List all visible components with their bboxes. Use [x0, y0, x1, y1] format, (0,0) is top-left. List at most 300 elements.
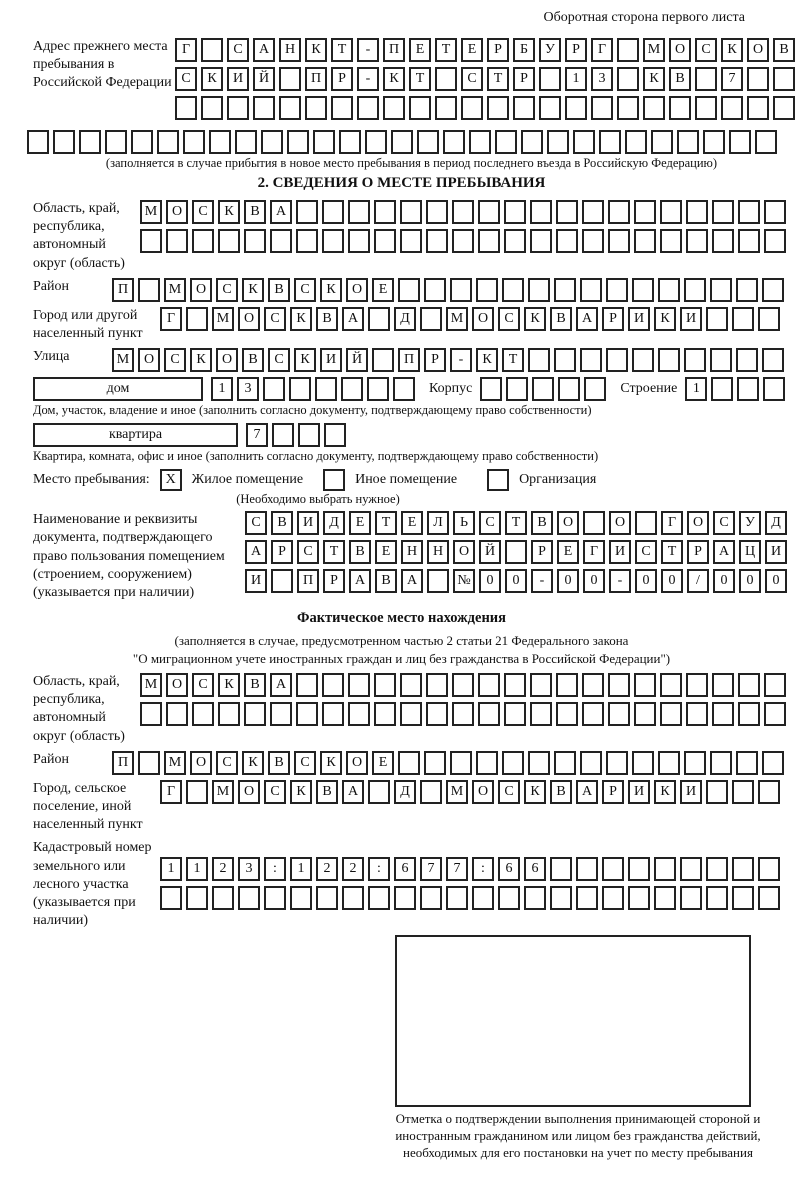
- char-cell[interactable]: О: [190, 751, 212, 775]
- char-cell[interactable]: [580, 348, 602, 372]
- char-cell[interactable]: [736, 278, 758, 302]
- char-cell[interactable]: [324, 423, 346, 447]
- char-cell[interactable]: [394, 886, 416, 910]
- char-cell[interactable]: [424, 751, 446, 775]
- char-cell[interactable]: [643, 96, 665, 120]
- char-cell[interactable]: 1: [565, 67, 587, 91]
- char-cell[interactable]: С: [294, 278, 316, 302]
- char-cell[interactable]: [628, 857, 650, 881]
- char-cell[interactable]: М: [446, 307, 468, 331]
- char-cell[interactable]: [680, 857, 702, 881]
- char-cell[interactable]: [580, 278, 602, 302]
- char-cell[interactable]: [476, 751, 498, 775]
- char-cell[interactable]: С: [498, 307, 520, 331]
- char-cell[interactable]: [565, 96, 587, 120]
- char-cell[interactable]: [634, 229, 656, 253]
- char-cell[interactable]: [547, 130, 569, 154]
- char-cell[interactable]: [660, 229, 682, 253]
- char-cell[interactable]: [357, 96, 379, 120]
- char-cell[interactable]: [583, 511, 605, 535]
- char-cell[interactable]: [27, 130, 49, 154]
- char-cell[interactable]: [426, 229, 448, 253]
- char-cell[interactable]: [160, 886, 182, 910]
- char-cell[interactable]: -: [609, 569, 631, 593]
- char-cell[interactable]: [290, 886, 312, 910]
- char-cell[interactable]: [348, 702, 370, 726]
- char-cell[interactable]: [218, 702, 240, 726]
- char-cell[interactable]: [469, 130, 491, 154]
- checkbox-organization[interactable]: [487, 469, 509, 491]
- char-cell[interactable]: И: [628, 307, 650, 331]
- char-cell[interactable]: С: [264, 780, 286, 804]
- char-cell[interactable]: И: [765, 540, 787, 564]
- char-cell[interactable]: С: [294, 751, 316, 775]
- char-cell[interactable]: 2: [342, 857, 364, 881]
- char-cell[interactable]: Е: [372, 751, 394, 775]
- char-cell[interactable]: [417, 130, 439, 154]
- char-cell[interactable]: Ь: [453, 511, 475, 535]
- char-cell[interactable]: О: [669, 38, 691, 62]
- char-cell[interactable]: 2: [212, 857, 234, 881]
- char-cell[interactable]: [576, 886, 598, 910]
- char-cell[interactable]: Д: [394, 780, 416, 804]
- char-cell[interactable]: [658, 751, 680, 775]
- char-cell[interactable]: [270, 702, 292, 726]
- char-cell[interactable]: [166, 229, 188, 253]
- char-cell[interactable]: -: [531, 569, 553, 593]
- char-cell[interactable]: Е: [461, 38, 483, 62]
- char-cell[interactable]: Г: [661, 511, 683, 535]
- char-cell[interactable]: [138, 751, 160, 775]
- char-cell[interactable]: [602, 886, 624, 910]
- char-cell[interactable]: Г: [160, 307, 182, 331]
- char-cell[interactable]: Н: [427, 540, 449, 564]
- char-cell[interactable]: К: [721, 38, 743, 62]
- char-cell[interactable]: [476, 278, 498, 302]
- char-cell[interactable]: [608, 200, 630, 224]
- char-cell[interactable]: А: [253, 38, 275, 62]
- char-cell[interactable]: А: [270, 200, 292, 224]
- char-cell[interactable]: И: [680, 307, 702, 331]
- char-cell[interactable]: -: [357, 38, 379, 62]
- char-cell[interactable]: [322, 200, 344, 224]
- char-cell[interactable]: [192, 229, 214, 253]
- char-cell[interactable]: [398, 278, 420, 302]
- char-cell[interactable]: [322, 702, 344, 726]
- char-cell[interactable]: П: [112, 751, 134, 775]
- char-cell[interactable]: В: [242, 348, 264, 372]
- char-cell[interactable]: 0: [713, 569, 735, 593]
- char-cell[interactable]: [157, 130, 179, 154]
- char-cell[interactable]: М: [164, 278, 186, 302]
- char-cell[interactable]: 6: [394, 857, 416, 881]
- char-cell[interactable]: [554, 348, 576, 372]
- char-cell[interactable]: Р: [331, 67, 353, 91]
- char-cell[interactable]: 0: [505, 569, 527, 593]
- char-cell[interactable]: Т: [505, 511, 527, 535]
- char-cell[interactable]: В: [244, 200, 266, 224]
- char-cell[interactable]: В: [271, 511, 293, 535]
- char-cell[interactable]: Г: [591, 38, 613, 62]
- char-cell[interactable]: [635, 511, 657, 535]
- char-cell[interactable]: [764, 702, 786, 726]
- char-cell[interactable]: [368, 307, 390, 331]
- char-cell[interactable]: [686, 229, 708, 253]
- char-cell[interactable]: 0: [765, 569, 787, 593]
- char-cell[interactable]: М: [446, 780, 468, 804]
- char-cell[interactable]: К: [218, 200, 240, 224]
- char-cell[interactable]: [398, 751, 420, 775]
- char-cell[interactable]: М: [140, 200, 162, 224]
- char-cell[interactable]: М: [212, 307, 234, 331]
- char-cell[interactable]: [758, 780, 780, 804]
- char-cell[interactable]: Т: [323, 540, 345, 564]
- char-cell[interactable]: К: [383, 67, 405, 91]
- char-cell[interactable]: [244, 229, 266, 253]
- char-cell[interactable]: [530, 702, 552, 726]
- char-cell[interactable]: М: [164, 751, 186, 775]
- char-cell[interactable]: [374, 229, 396, 253]
- char-cell[interactable]: Т: [409, 67, 431, 91]
- char-cell[interactable]: [738, 673, 760, 697]
- char-cell[interactable]: [582, 702, 604, 726]
- char-cell[interactable]: [732, 857, 754, 881]
- char-cell[interactable]: [105, 130, 127, 154]
- char-cell[interactable]: [452, 200, 474, 224]
- char-cell[interactable]: [634, 702, 656, 726]
- char-cell[interactable]: А: [713, 540, 735, 564]
- char-cell[interactable]: О: [609, 511, 631, 535]
- char-cell[interactable]: Р: [271, 540, 293, 564]
- char-cell[interactable]: [773, 67, 795, 91]
- char-cell[interactable]: Р: [602, 307, 624, 331]
- char-cell[interactable]: [227, 96, 249, 120]
- char-cell[interactable]: Т: [375, 511, 397, 535]
- char-cell[interactable]: [452, 229, 474, 253]
- char-cell[interactable]: [706, 307, 728, 331]
- char-cell[interactable]: С: [695, 38, 717, 62]
- char-cell[interactable]: [764, 673, 786, 697]
- char-cell[interactable]: Е: [375, 540, 397, 564]
- char-cell[interactable]: [313, 130, 335, 154]
- char-cell[interactable]: И: [628, 780, 650, 804]
- char-cell[interactable]: [632, 278, 654, 302]
- char-cell[interactable]: [235, 130, 257, 154]
- char-cell[interactable]: О: [346, 278, 368, 302]
- char-cell[interactable]: О: [166, 673, 188, 697]
- char-cell[interactable]: [764, 200, 786, 224]
- char-cell[interactable]: Й: [253, 67, 275, 91]
- char-cell[interactable]: [209, 130, 231, 154]
- char-cell[interactable]: 0: [479, 569, 501, 593]
- char-cell[interactable]: [632, 348, 654, 372]
- char-cell[interactable]: [582, 673, 604, 697]
- char-cell[interactable]: [738, 229, 760, 253]
- char-cell[interactable]: В: [268, 278, 290, 302]
- char-cell[interactable]: [758, 307, 780, 331]
- char-cell[interactable]: [762, 348, 784, 372]
- char-cell[interactable]: Е: [557, 540, 579, 564]
- char-cell[interactable]: [606, 278, 628, 302]
- char-cell[interactable]: О: [138, 348, 160, 372]
- char-cell[interactable]: [504, 673, 526, 697]
- char-cell[interactable]: И: [245, 569, 267, 593]
- char-cell[interactable]: [608, 702, 630, 726]
- char-cell[interactable]: П: [383, 38, 405, 62]
- char-cell[interactable]: -: [357, 67, 379, 91]
- char-cell[interactable]: Е: [401, 511, 423, 535]
- char-cell[interactable]: [658, 278, 680, 302]
- char-cell[interactable]: [272, 423, 294, 447]
- char-cell[interactable]: [504, 229, 526, 253]
- char-cell[interactable]: [435, 96, 457, 120]
- char-cell[interactable]: С: [635, 540, 657, 564]
- char-cell[interactable]: А: [245, 540, 267, 564]
- char-cell[interactable]: [495, 130, 517, 154]
- char-cell[interactable]: [348, 229, 370, 253]
- char-cell[interactable]: [532, 377, 554, 401]
- char-cell[interactable]: [550, 857, 572, 881]
- char-cell[interactable]: [556, 673, 578, 697]
- char-cell[interactable]: [296, 229, 318, 253]
- char-cell[interactable]: 6: [524, 857, 546, 881]
- char-cell[interactable]: [684, 751, 706, 775]
- char-cell[interactable]: [400, 200, 422, 224]
- char-cell[interactable]: [711, 377, 733, 401]
- char-cell[interactable]: [183, 130, 205, 154]
- char-cell[interactable]: [634, 673, 656, 697]
- char-cell[interactable]: [530, 673, 552, 697]
- char-cell[interactable]: С: [164, 348, 186, 372]
- char-cell[interactable]: [400, 673, 422, 697]
- char-cell[interactable]: 7: [446, 857, 468, 881]
- char-cell[interactable]: [316, 886, 338, 910]
- char-cell[interactable]: А: [576, 780, 598, 804]
- char-cell[interactable]: [747, 96, 769, 120]
- char-cell[interactable]: [452, 702, 474, 726]
- char-cell[interactable]: [322, 229, 344, 253]
- char-cell[interactable]: [686, 702, 708, 726]
- char-cell[interactable]: [732, 307, 754, 331]
- char-cell[interactable]: [712, 673, 734, 697]
- char-cell[interactable]: -: [450, 348, 472, 372]
- char-cell[interactable]: С: [192, 200, 214, 224]
- char-cell[interactable]: Н: [401, 540, 423, 564]
- char-cell[interactable]: [706, 780, 728, 804]
- char-cell[interactable]: [677, 130, 699, 154]
- char-cell[interactable]: [738, 702, 760, 726]
- char-cell[interactable]: [530, 200, 552, 224]
- char-cell[interactable]: М: [643, 38, 665, 62]
- char-cell[interactable]: [427, 569, 449, 593]
- char-cell[interactable]: 1: [211, 377, 233, 401]
- char-cell[interactable]: [287, 130, 309, 154]
- char-cell[interactable]: [732, 886, 754, 910]
- char-cell[interactable]: [186, 307, 208, 331]
- char-cell[interactable]: Й: [346, 348, 368, 372]
- char-cell[interactable]: [736, 348, 758, 372]
- char-cell[interactable]: [747, 67, 769, 91]
- char-cell[interactable]: С: [216, 751, 238, 775]
- char-cell[interactable]: Г: [583, 540, 605, 564]
- char-cell[interactable]: [625, 130, 647, 154]
- char-cell[interactable]: [729, 130, 751, 154]
- char-cell[interactable]: [504, 702, 526, 726]
- char-cell[interactable]: [450, 751, 472, 775]
- char-cell[interactable]: [383, 96, 405, 120]
- char-cell[interactable]: [550, 886, 572, 910]
- char-cell[interactable]: В: [244, 673, 266, 697]
- char-cell[interactable]: [502, 278, 524, 302]
- char-cell[interactable]: Л: [427, 511, 449, 535]
- char-cell[interactable]: [322, 673, 344, 697]
- char-cell[interactable]: О: [166, 200, 188, 224]
- char-cell[interactable]: К: [524, 780, 546, 804]
- char-cell[interactable]: [710, 751, 732, 775]
- char-cell[interactable]: [608, 229, 630, 253]
- char-cell[interactable]: 1: [685, 377, 707, 401]
- char-cell[interactable]: [558, 377, 580, 401]
- char-cell[interactable]: И: [609, 540, 631, 564]
- char-cell[interactable]: [339, 130, 361, 154]
- char-cell[interactable]: [628, 886, 650, 910]
- char-cell[interactable]: [617, 96, 639, 120]
- char-cell[interactable]: У: [539, 38, 561, 62]
- char-cell[interactable]: К: [290, 780, 312, 804]
- char-cell[interactable]: [506, 377, 528, 401]
- char-cell[interactable]: [263, 377, 285, 401]
- char-cell[interactable]: Ц: [739, 540, 761, 564]
- char-cell[interactable]: [736, 751, 758, 775]
- char-cell[interactable]: [253, 96, 275, 120]
- char-cell[interactable]: В: [531, 511, 553, 535]
- char-cell[interactable]: С: [713, 511, 735, 535]
- char-cell[interactable]: С: [498, 780, 520, 804]
- char-cell[interactable]: Д: [323, 511, 345, 535]
- char-cell[interactable]: [710, 278, 732, 302]
- char-cell[interactable]: [528, 348, 550, 372]
- char-cell[interactable]: К: [218, 673, 240, 697]
- char-cell[interactable]: [342, 886, 364, 910]
- char-cell[interactable]: [435, 67, 457, 91]
- char-cell[interactable]: [504, 200, 526, 224]
- char-cell[interactable]: О: [687, 511, 709, 535]
- char-cell[interactable]: [617, 67, 639, 91]
- char-cell[interactable]: В: [375, 569, 397, 593]
- char-cell[interactable]: [758, 886, 780, 910]
- char-cell[interactable]: [478, 702, 500, 726]
- char-cell[interactable]: [498, 886, 520, 910]
- char-cell[interactable]: [315, 377, 337, 401]
- char-cell[interactable]: И: [227, 67, 249, 91]
- char-cell[interactable]: [391, 130, 413, 154]
- char-cell[interactable]: С: [461, 67, 483, 91]
- char-cell[interactable]: А: [349, 569, 371, 593]
- char-cell[interactable]: К: [190, 348, 212, 372]
- char-cell[interactable]: [599, 130, 621, 154]
- char-cell[interactable]: П: [112, 278, 134, 302]
- char-cell[interactable]: :: [472, 857, 494, 881]
- char-cell[interactable]: [608, 673, 630, 697]
- char-cell[interactable]: [521, 130, 543, 154]
- char-cell[interactable]: Е: [372, 278, 394, 302]
- char-cell[interactable]: [79, 130, 101, 154]
- char-cell[interactable]: 0: [557, 569, 579, 593]
- char-cell[interactable]: [758, 857, 780, 881]
- char-cell[interactable]: В: [349, 540, 371, 564]
- char-cell[interactable]: [755, 130, 777, 154]
- char-cell[interactable]: А: [576, 307, 598, 331]
- char-cell[interactable]: [452, 673, 474, 697]
- char-cell[interactable]: К: [242, 278, 264, 302]
- char-cell[interactable]: [706, 857, 728, 881]
- checkbox-residential[interactable]: X: [160, 469, 182, 491]
- char-cell[interactable]: [554, 278, 576, 302]
- char-cell[interactable]: Т: [487, 67, 509, 91]
- char-cell[interactable]: [539, 67, 561, 91]
- char-cell[interactable]: [400, 702, 422, 726]
- char-cell[interactable]: [365, 130, 387, 154]
- char-cell[interactable]: [296, 702, 318, 726]
- char-cell[interactable]: М: [212, 780, 234, 804]
- char-cell[interactable]: [201, 38, 223, 62]
- char-cell[interactable]: [218, 229, 240, 253]
- char-cell[interactable]: С: [216, 278, 238, 302]
- char-cell[interactable]: [374, 673, 396, 697]
- char-cell[interactable]: П: [305, 67, 327, 91]
- char-cell[interactable]: Д: [765, 511, 787, 535]
- char-cell[interactable]: [591, 96, 613, 120]
- char-cell[interactable]: К: [654, 307, 676, 331]
- char-cell[interactable]: М: [140, 673, 162, 697]
- char-cell[interactable]: [270, 229, 292, 253]
- char-cell[interactable]: [192, 702, 214, 726]
- char-cell[interactable]: [582, 200, 604, 224]
- char-cell[interactable]: [374, 200, 396, 224]
- char-cell[interactable]: [487, 96, 509, 120]
- char-cell[interactable]: Н: [279, 38, 301, 62]
- char-cell[interactable]: Р: [323, 569, 345, 593]
- char-cell[interactable]: [502, 751, 524, 775]
- char-cell[interactable]: [426, 702, 448, 726]
- char-cell[interactable]: [660, 200, 682, 224]
- char-cell[interactable]: 7: [420, 857, 442, 881]
- char-cell[interactable]: Р: [424, 348, 446, 372]
- char-cell[interactable]: [580, 751, 602, 775]
- char-cell[interactable]: [393, 377, 415, 401]
- char-cell[interactable]: О: [472, 307, 494, 331]
- char-cell[interactable]: [244, 702, 266, 726]
- char-cell[interactable]: 3: [238, 857, 260, 881]
- char-cell[interactable]: [400, 229, 422, 253]
- char-cell[interactable]: К: [201, 67, 223, 91]
- char-cell[interactable]: [732, 780, 754, 804]
- char-cell[interactable]: Р: [602, 780, 624, 804]
- char-cell[interactable]: [684, 278, 706, 302]
- char-cell[interactable]: [556, 200, 578, 224]
- char-cell[interactable]: У: [739, 511, 761, 535]
- char-cell[interactable]: [341, 377, 363, 401]
- char-cell[interactable]: [763, 377, 785, 401]
- char-cell[interactable]: [367, 377, 389, 401]
- char-cell[interactable]: П: [297, 569, 319, 593]
- char-cell[interactable]: [446, 886, 468, 910]
- char-cell[interactable]: [426, 200, 448, 224]
- char-cell[interactable]: /: [687, 569, 709, 593]
- char-cell[interactable]: К: [294, 348, 316, 372]
- char-cell[interactable]: [703, 130, 725, 154]
- char-cell[interactable]: [539, 96, 561, 120]
